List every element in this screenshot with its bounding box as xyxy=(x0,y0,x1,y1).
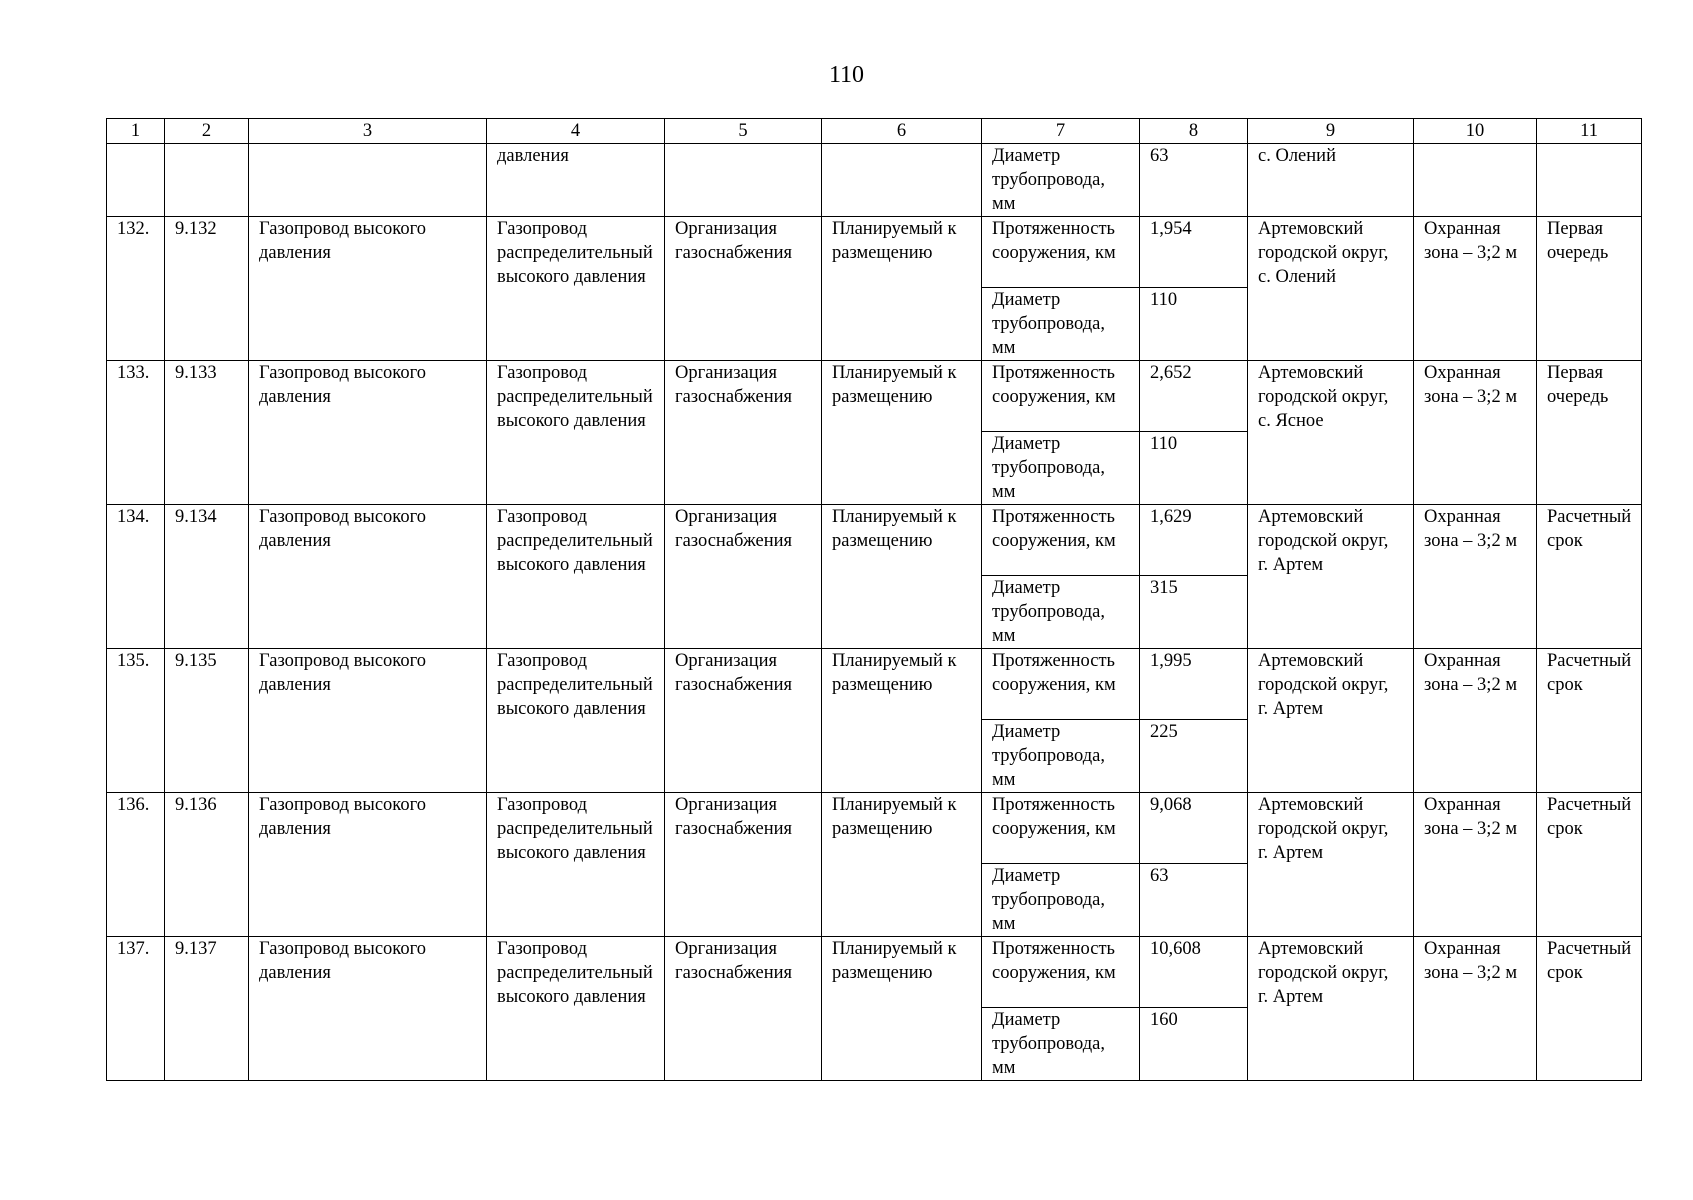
header-cell: 8 xyxy=(1140,119,1248,144)
header-cell: 3 xyxy=(249,119,487,144)
cell-code: 9.135 xyxy=(165,649,249,793)
cell-code xyxy=(165,144,249,217)
cell-status: Планируемый к размещению xyxy=(822,505,982,649)
cell-purpose: Организация газоснабжения xyxy=(665,937,822,1081)
table-row xyxy=(107,649,1642,720)
cell-code: 9.134 xyxy=(165,505,249,649)
cell-length-value: 9,068 xyxy=(1140,793,1248,864)
header-cell: 5 xyxy=(665,119,822,144)
cell-location: Артемовский городской округ, г. Артем xyxy=(1248,793,1414,937)
cell-name: Газопровод высокого давления xyxy=(249,361,487,505)
cell-type: Газопровод распределительный высокого давления xyxy=(487,505,665,649)
cell-type: Газопровод распределительный высокого давления xyxy=(487,361,665,505)
cell-type: Газопровод распределительный высокого давления xyxy=(487,649,665,793)
cell-length-value: 1,629 xyxy=(1140,505,1248,576)
cell-location: Артемовский городской округ, г. Артем xyxy=(1248,505,1414,649)
cell-stage: Первая очередь xyxy=(1537,361,1642,505)
cell-diameter-label: Диаметр трубопровода, мм xyxy=(982,288,1140,361)
cell-purpose: Организация газоснабжения xyxy=(665,649,822,793)
cell-diameter-value: 63 xyxy=(1140,144,1248,217)
cell-stage xyxy=(1537,144,1642,217)
header-cell: 10 xyxy=(1414,119,1537,144)
cell-code: 9.137 xyxy=(165,937,249,1081)
header-cell: 6 xyxy=(822,119,982,144)
header-cell: 9 xyxy=(1248,119,1414,144)
cell-num: 137. xyxy=(107,937,165,1081)
cell-length-label: Протяженность сооружения, км xyxy=(982,793,1140,864)
header-cell: 11 xyxy=(1537,119,1642,144)
cell-length-label: Протяженность сооружения, км xyxy=(982,937,1140,1008)
cell-zone: Охранная зона – 3;2 м xyxy=(1414,361,1537,505)
cell-code: 9.136 xyxy=(165,793,249,937)
cell-diameter-value: 315 xyxy=(1140,576,1248,649)
cell-location: Артемовский городской округ, с. Ясное xyxy=(1248,361,1414,505)
cell-name: Газопровод высокого давления xyxy=(249,649,487,793)
cell-diameter-label: Диаметр трубопровода, мм xyxy=(982,864,1140,937)
table-row xyxy=(107,217,1642,288)
cell-location: Артемовский городской округ, с. Олений xyxy=(1248,217,1414,361)
cell-purpose: Организация газоснабжения xyxy=(665,793,822,937)
header-cell: 7 xyxy=(982,119,1140,144)
continuation-row xyxy=(107,144,1642,217)
cell-status xyxy=(822,144,982,217)
cell-num: 133. xyxy=(107,361,165,505)
cell-num: 134. xyxy=(107,505,165,649)
cell-status: Планируемый к размещению xyxy=(822,217,982,361)
cell-location: Артемовский городской округ, г. Артем xyxy=(1248,937,1414,1081)
table-row xyxy=(107,505,1642,576)
page-number: 110 xyxy=(828,62,865,88)
cell-name: Газопровод высокого давления xyxy=(249,505,487,649)
cell-purpose xyxy=(665,144,822,217)
cell-diameter-label: Диаметр трубопровода, мм xyxy=(982,144,1140,217)
table-row xyxy=(107,793,1642,864)
cell-length-value: 2,652 xyxy=(1140,361,1248,432)
cell-purpose: Организация газоснабжения xyxy=(665,217,822,361)
cell-diameter-label: Диаметр трубопровода, мм xyxy=(982,576,1140,649)
cell-name: Газопровод высокого давления xyxy=(249,937,487,1081)
cell-diameter-label: Диаметр трубопровода, мм xyxy=(982,432,1140,505)
cell-type: Газопровод распределительный высокого давления xyxy=(487,217,665,361)
cell-stage: Первая очередь xyxy=(1537,217,1642,361)
cell-diameter-value: 160 xyxy=(1140,1008,1248,1081)
cell-length-label: Протяженность сооружения, км xyxy=(982,649,1140,720)
cell-name xyxy=(249,144,487,217)
cell-purpose: Организация газоснабжения xyxy=(665,361,822,505)
cell-location: с. Олений xyxy=(1248,144,1414,217)
cell-location: Артемовский городской округ, г. Артем xyxy=(1248,649,1414,793)
cell-zone: Охранная зона – 3;2 м xyxy=(1414,793,1537,937)
cell-zone: Охранная зона – 3;2 м xyxy=(1414,505,1537,649)
cell-stage: Расчетный срок xyxy=(1537,793,1642,937)
cell-stage: Расчетный срок xyxy=(1537,937,1642,1081)
cell-diameter-label: Диаметр трубопровода, мм xyxy=(982,720,1140,793)
cell-type: давления xyxy=(487,144,665,217)
cell-diameter-value: 63 xyxy=(1140,864,1248,937)
cell-stage: Расчетный срок xyxy=(1537,505,1642,649)
cell-diameter-label: Диаметр трубопровода, мм xyxy=(982,1008,1140,1081)
header-cell: 4 xyxy=(487,119,665,144)
cell-num: 135. xyxy=(107,649,165,793)
cell-zone xyxy=(1414,144,1537,217)
table-row xyxy=(107,361,1642,432)
cell-length-value: 1,954 xyxy=(1140,217,1248,288)
table-header-row xyxy=(107,119,1642,144)
cell-diameter-value: 110 xyxy=(1140,432,1248,505)
cell-zone: Охранная зона – 3;2 м xyxy=(1414,937,1537,1081)
cell-diameter-value: 110 xyxy=(1140,288,1248,361)
cell-zone: Охранная зона – 3;2 м xyxy=(1414,649,1537,793)
cell-length-label: Протяженность сооружения, км xyxy=(982,361,1140,432)
header-cell: 2 xyxy=(165,119,249,144)
cell-name: Газопровод высокого давления xyxy=(249,793,487,937)
cell-code: 9.132 xyxy=(165,217,249,361)
cell-length-label: Протяженность сооружения, км xyxy=(982,217,1140,288)
header-cell: 1 xyxy=(107,119,165,144)
cell-diameter-value: 225 xyxy=(1140,720,1248,793)
gas-pipeline-table xyxy=(106,118,1642,1081)
cell-type: Газопровод распределительный высокого давления xyxy=(487,793,665,937)
cell-purpose: Организация газоснабжения xyxy=(665,505,822,649)
cell-num: 136. xyxy=(107,793,165,937)
cell-status: Планируемый к размещению xyxy=(822,649,982,793)
table-row xyxy=(107,937,1642,1008)
cell-zone: Охранная зона – 3;2 м xyxy=(1414,217,1537,361)
cell-stage: Расчетный срок xyxy=(1537,649,1642,793)
cell-num: 132. xyxy=(107,217,165,361)
cell-length-label: Протяженность сооружения, км xyxy=(982,505,1140,576)
cell-code: 9.133 xyxy=(165,361,249,505)
cell-status: Планируемый к размещению xyxy=(822,937,982,1081)
cell-length-value: 1,995 xyxy=(1140,649,1248,720)
cell-status: Планируемый к размещению xyxy=(822,361,982,505)
cell-status: Планируемый к размещению xyxy=(822,793,982,937)
cell-type: Газопровод распределительный высокого давления xyxy=(487,937,665,1081)
cell-name: Газопровод высокого давления xyxy=(249,217,487,361)
cell-length-value: 10,608 xyxy=(1140,937,1248,1008)
cell-num xyxy=(107,144,165,217)
